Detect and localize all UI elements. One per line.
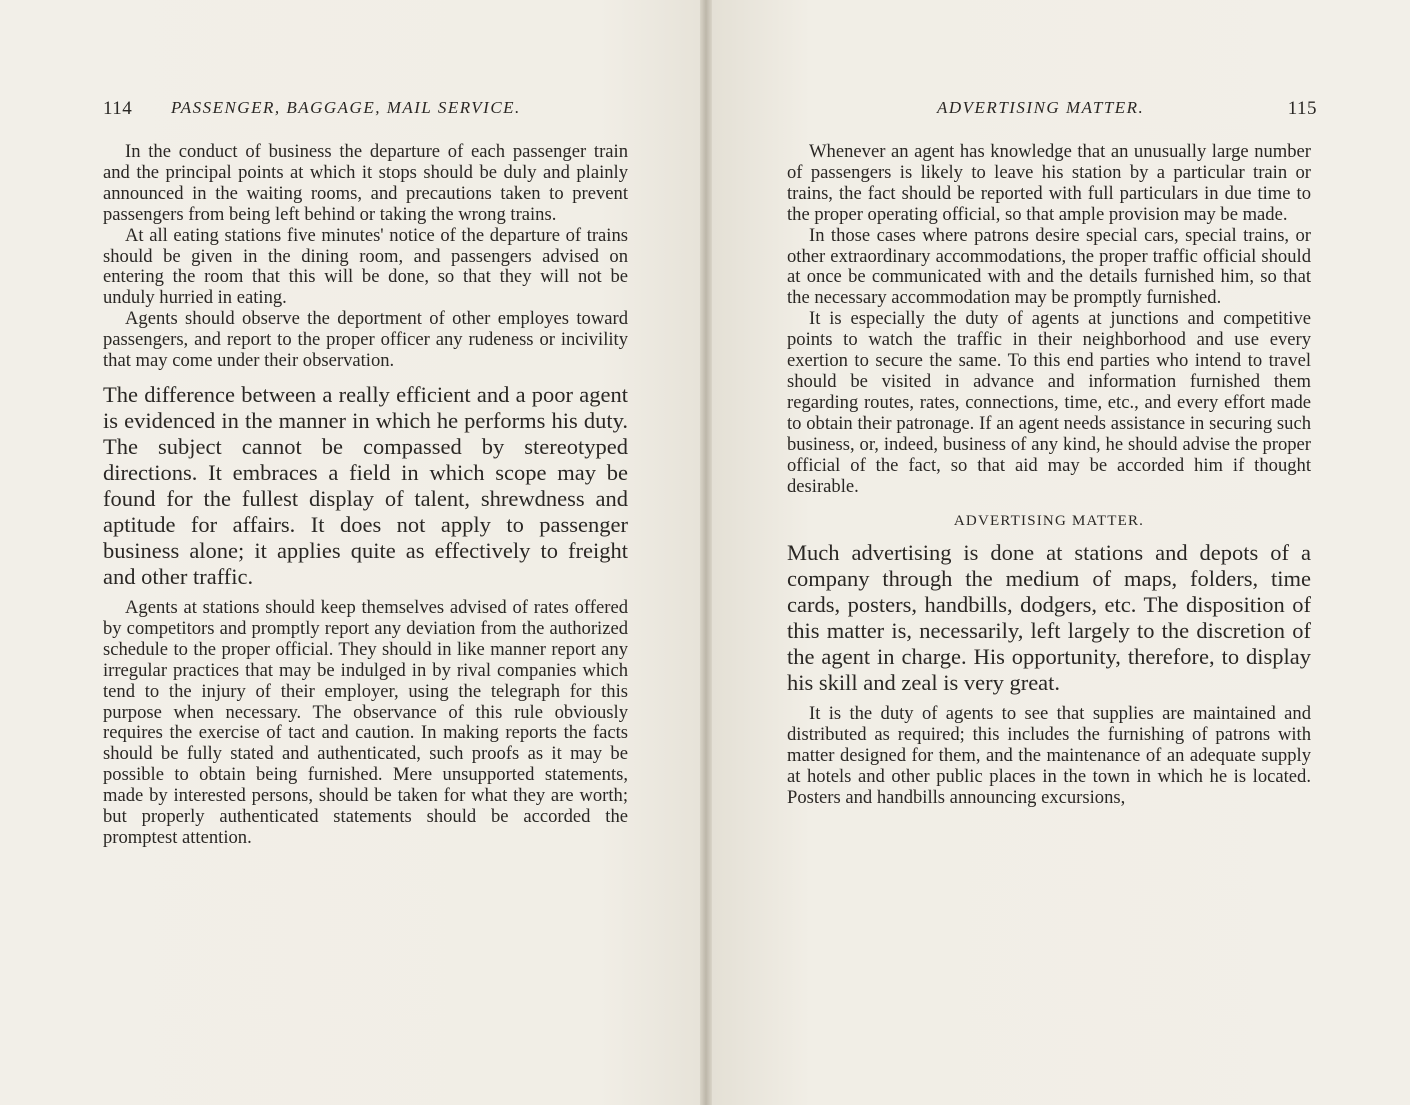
right-page-body: [787, 142, 1311, 809]
paragraph: In the conduct of business the departure of each passenger train and the principal points at which it stops should be duly and plainly announced in the waiting rooms, and precautions taken to prevent passengers from being left behind or taking the wrong trains.: [103, 141, 628, 225]
paragraph: Agents should observe the deportment of other employes toward passengers, and report to the proper officer any rudeness or incivility that may come under their observation.: [103, 308, 628, 372]
paragraph: Whenever an agent has knowledge that an unusually large number of passengers is likely to leave his station by a particular train or trains, the fact should be reported with full particulars in due time to the proper operating official, so that ample provision may be made.: [787, 141, 1311, 225]
paragraph: In those cases where patrons desire special cars, special trains, or other extraordinary accommodations, the proper traffic official should at once be communicated with and the details furnished him, so that the necessary accommodation may be promptly furnished.: [787, 224, 1311, 309]
running-head: ADVERTISING MATTER.: [937, 98, 1145, 117]
left-page-body: [103, 142, 628, 849]
book-gutter: [700, 0, 712, 1105]
left-page-header: [103, 98, 628, 122]
paragraph: It is the duty of agents to see that supplies are maintained and distributed as required; this includes the furnishing of patrons with matter designed for them, and the maintenance of an adequate supply at hotels and other public places in the town in which he is located. Posters and handbills announcing excursions,: [787, 703, 1311, 809]
paragraph: Agents at stations should keep themselves advised of rates offered by competitors and promptly report any deviation from the authorized schedule to the proper official. They should in like manner report any irregular practices that may be indulged in by rival companies which tend to the injury of their employer, using the telegraph for this purpose when necessary. The observance of this rule obviously requires the exercise of tact and caution. In making reports the facts should be fully stated and authenticated, such proofs as it may be possible to obtain being furnished. Mere unsupported statements, made by interested persons, should be taken for what they are worth; but properly authenticated statements should be accorded the promptest attention.: [103, 596, 628, 848]
right-page: [705, 0, 1410, 1105]
emphasis-paragraph: Much advertising is done at stations and depots of a company through the medium of maps, folders, time cards, posters, handbills, dodgers, etc. The disposition of this matter is, necessarily, left largely to the discretion of the agent in charge. His opportunity, therefore, to display his skill and zeal is very great.: [787, 540, 1311, 696]
running-head: PASSENGER, BAGGAGE, MAIL SERVICE.: [171, 98, 521, 117]
paragraph: It is especially the duty of agents at junctions and competitive points to watch the traffic in their neighborhood and use every exertion to secure the same. To this end parties who intend to travel should be visited in advance and information furnished them regarding routes, rates, connections, time, etc., and every effort made to obtain their patronage. If an agent needs assistance in securing such business, or, indeed, business of any kind, he should advise the proper official of the fact, so that aid may be accorded him if thought desirable.: [787, 308, 1311, 497]
page-number: 115: [1287, 98, 1317, 119]
paragraph: At all eating stations five minutes' notice of the departure of trains should be given in the dining room, and passengers advised on entering the room that this will be done, so that they will not be unduly hurried in eating.: [103, 224, 628, 309]
section-heading: ADVERTISING MATTER.: [953, 513, 1145, 530]
page-number: 114: [103, 98, 133, 119]
right-page-header: [787, 98, 1317, 122]
emphasis-paragraph: The difference between a really efficient and a poor agent is evidenced in the manner in which he performs his duty. The subject cannot be compassed by stereotyped directions. It embraces a field in which scope may be found for the fullest display of talent, shrewdness and aptitude for affairs. It does not apply to passenger business alone; it applies quite as effectively to freight and other traffic.: [103, 381, 628, 589]
